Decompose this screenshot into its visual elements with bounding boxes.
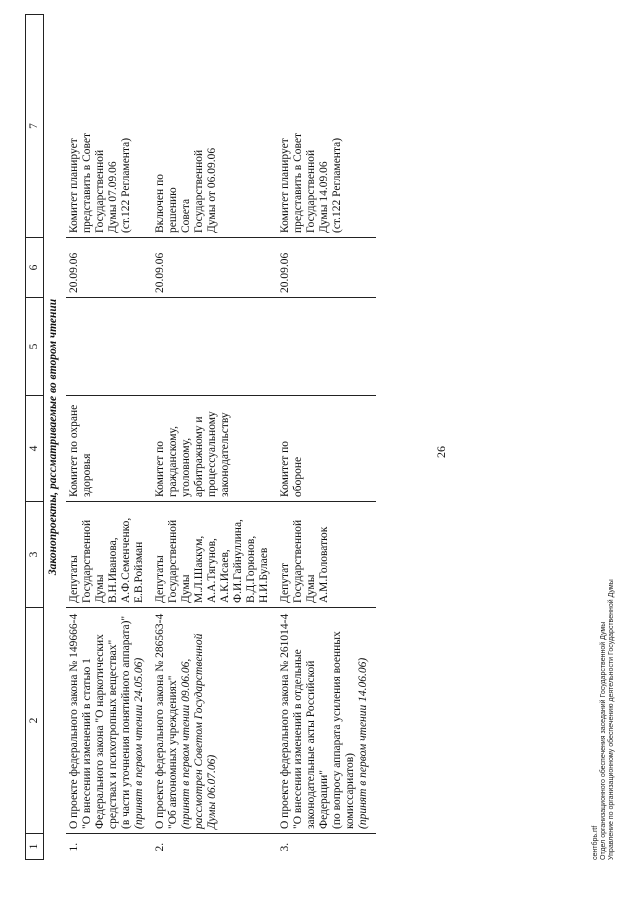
status-cell	[277, 15, 376, 238]
row-number: 2.	[154, 842, 166, 852]
col-header-1: 1	[26, 834, 44, 860]
section-title: Законопроекты, рассматриваемые во втором чтении	[47, 298, 59, 576]
date-cell: 20.09.06	[277, 238, 376, 298]
section-row	[44, 15, 67, 860]
author-line: А.Ф.Семенченко,	[120, 517, 132, 603]
bill-title-line: законодательные акты Российской Федерации"	[305, 660, 330, 829]
col-header-5: 5	[26, 298, 44, 396]
bill-title-line: (по вопросу аппарата усиления военных	[331, 631, 343, 829]
status-line: Думы 14.09.06	[318, 161, 330, 233]
status-line: Государственной	[94, 149, 106, 233]
committee-line: арбитражному и	[193, 416, 205, 497]
author-line: Думы	[94, 574, 106, 603]
committee-line: здоровья	[81, 453, 93, 497]
bill-note: (принят в первом чтении 14.06.06)	[357, 657, 369, 829]
footer-directorate: Управление по организационному обеспечению деятельности Государственной Думы	[608, 579, 615, 860]
committee-line: гражданскому,	[167, 425, 179, 497]
status-line: Государственной	[305, 149, 317, 233]
status-line: представить в Совет	[292, 132, 304, 233]
status-line: (ст.122 Регламента)	[331, 137, 343, 233]
author-line: А.А.Тягунов,	[206, 538, 218, 603]
empty-cell	[277, 298, 376, 396]
bill-title-line: О проекте федерального закона № 149666-4	[68, 613, 80, 829]
author-line: Е.В.Ройзман	[133, 541, 145, 603]
committee-cell	[152, 396, 277, 502]
page-number: 26	[434, 446, 448, 458]
bill-title-line: средствах и психотропных веществах"	[107, 639, 119, 829]
row-number: 1.	[68, 842, 80, 852]
bill-title-cell	[66, 608, 152, 834]
bill-title-line: О проекте федерального закона № 261014-4	[279, 613, 291, 829]
status-line: Думы 07.09.06	[107, 161, 119, 233]
authors-cell	[66, 502, 152, 608]
author-line: В.Д.Горюнов,	[245, 535, 257, 603]
bill-title-line: "О внесении изменений в отдельные	[292, 649, 304, 829]
status-line: (ст.122 Регламента)	[120, 137, 132, 233]
bill-title-line: О проекте федерального закона № 286563-4	[154, 613, 166, 829]
authors-cell	[152, 502, 277, 608]
author-line: Депутаты	[154, 555, 166, 603]
bill-title-line: комиссариатов)	[344, 752, 356, 829]
author-line: А.К.Исаев,	[219, 549, 231, 603]
committee-line: Комитет по	[154, 441, 166, 497]
date-cell: 20.09.06	[66, 238, 152, 298]
rotated-landscape-page	[0, 5, 640, 875]
col-header-3: 3	[26, 502, 44, 608]
status-line: Совета	[180, 198, 192, 233]
author-line: В.Н.Иванова,	[107, 537, 119, 603]
committee-line: Комитет по	[279, 441, 291, 497]
table-row	[277, 15, 376, 860]
author-line: Думы	[305, 574, 317, 603]
document-footer	[592, 579, 616, 860]
table-row	[152, 15, 277, 860]
status-line: Комитет планирует	[279, 138, 291, 233]
author-line: Ф.И.Гайнуллина,	[232, 519, 244, 603]
col-header-4: 4	[26, 396, 44, 502]
empty-cell	[66, 298, 152, 396]
author-line: Думы	[180, 574, 192, 603]
author-line: М.Л.Шаккум,	[193, 535, 205, 603]
bill-note: (принят в первом чтении 24.05.06)	[133, 657, 145, 829]
committee-cell	[66, 396, 152, 502]
committee-line: обороне	[292, 456, 304, 497]
status-line: Включен по	[154, 174, 166, 233]
status-cell	[66, 15, 152, 238]
committee-line: уголовному,	[180, 437, 192, 497]
author-line: Н.И.Булаев	[258, 547, 270, 603]
bills-table	[25, 14, 376, 860]
date-cell: 20.09.06	[152, 238, 277, 298]
committee-line: Комитет по охране	[68, 404, 80, 497]
col-header-6: 6	[26, 238, 44, 298]
bill-title-line: Федерального закона "О наркотических	[94, 634, 106, 829]
col-header-7: 7	[26, 15, 44, 238]
status-line: Государственной	[193, 149, 205, 233]
col-header-2: 2	[26, 608, 44, 834]
authors-cell	[277, 502, 376, 608]
table-row	[66, 15, 152, 860]
author-line: А.М.Головатюк	[318, 526, 330, 603]
committee-line: законодательству	[219, 412, 231, 497]
author-line: Депутаты	[68, 555, 80, 603]
committee-line: процессуальному	[206, 411, 218, 497]
status-line: Думы от 06.09.06	[206, 147, 218, 233]
author-line: Государственной	[167, 519, 179, 603]
bill-title-cell	[277, 608, 376, 834]
author-line: Государственной	[292, 519, 304, 603]
bill-title-line: "О внесении изменений в статью 1	[81, 658, 93, 829]
footer-department: Отдел организационного обеспечения заседаний Государственной Думы	[600, 621, 607, 860]
bill-title-line: (в части уточнения понятийного аппарата)"	[120, 615, 132, 829]
header-row	[26, 15, 44, 860]
committee-cell	[277, 396, 376, 502]
empty-cell	[152, 298, 277, 396]
status-line: Комитет планирует	[68, 138, 80, 233]
status-line: представить в Совет	[81, 132, 93, 233]
row-number: 3.	[279, 842, 291, 852]
author-line: Депутат	[279, 563, 291, 603]
bill-note: (принят в первом чтении 09.06.06, рассмотрен Советом Государственной Думы 06.07.06)	[180, 633, 218, 829]
status-line: решению	[167, 187, 179, 233]
bill-title-cell	[152, 608, 277, 834]
author-line: Государственной	[81, 519, 93, 603]
footer-filename: сентбрь.rtf	[592, 825, 599, 860]
bill-title-line: "Об автономных учреждениях"	[167, 675, 179, 829]
status-cell	[152, 15, 277, 238]
